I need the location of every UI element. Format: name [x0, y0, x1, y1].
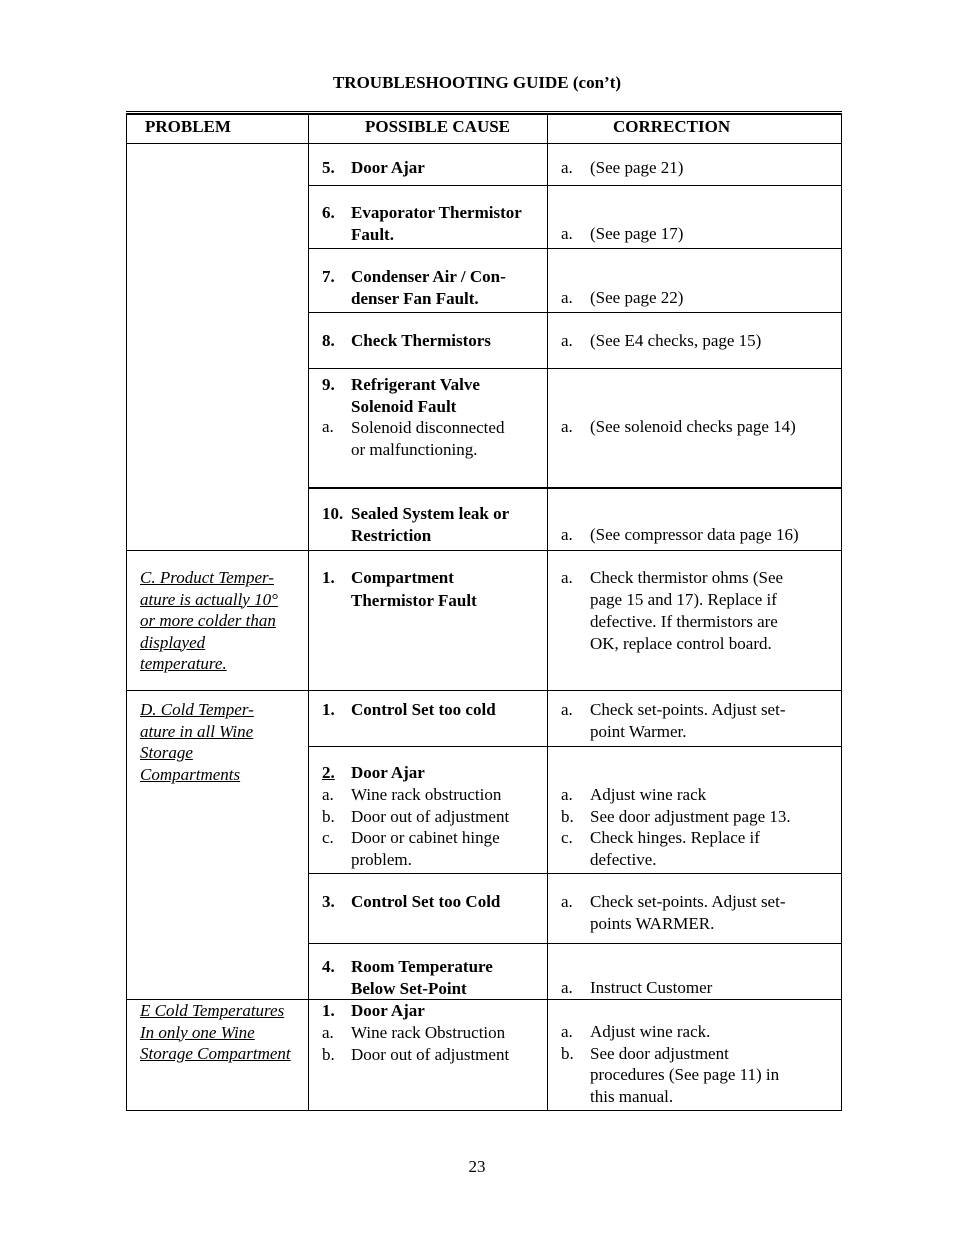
correction-line: point Warmer. — [590, 721, 687, 741]
column-divider — [547, 115, 548, 1110]
problem-line: temperature. — [140, 654, 227, 673]
cause-text: Sealed System leak or — [351, 504, 510, 523]
correction-text: Adjust wine rack. — [590, 1022, 711, 1041]
section-divider — [127, 550, 841, 551]
header-divider — [127, 143, 841, 144]
correction-letter: b. — [561, 1043, 574, 1063]
correction-text: Check hinges. Replace if — [590, 828, 760, 847]
column-divider — [308, 115, 309, 1110]
problem-line: Storage — [140, 743, 193, 762]
row-divider — [308, 312, 841, 313]
cause-text: Solenoid Fault — [351, 396, 457, 416]
problem-line: displayed — [140, 632, 206, 652]
cause-number: 6. — [322, 203, 335, 222]
correction-text: See door adjustment — [590, 1043, 729, 1063]
page-title: TROUBLESHOOTING GUIDE (con’t) — [332, 73, 622, 92]
cause-text: Room Temperature — [351, 957, 493, 976]
sub-cause-letter: a. — [322, 785, 334, 804]
sub-cause-letter: c. — [322, 828, 334, 847]
correction-row-d2 — [561, 784, 791, 870]
row-divider — [308, 185, 841, 186]
correction-text: procedures (See page 11) in — [590, 1065, 780, 1084]
correction-text: defective. — [590, 849, 657, 869]
correction-line: Check set-points. Adjust set- — [590, 892, 786, 911]
problem-line: In only one Wine — [140, 1022, 255, 1042]
cause-number: 5. — [322, 158, 335, 177]
correction-letter: a. — [561, 417, 573, 436]
correction-letter: a. — [561, 525, 573, 544]
sub-cause-letter: a. — [322, 1023, 334, 1042]
cause-text: Restriction — [351, 525, 432, 545]
problem-line: or more colder than — [140, 611, 276, 630]
sub-cause-letter: b. — [322, 806, 335, 826]
correction-text: (See solenoid checks page 14) — [590, 417, 796, 436]
sub-cause-text: Wine rack Obstruction — [351, 1023, 506, 1042]
cause-text: Door Ajar — [351, 1001, 425, 1020]
sub-cause-text: or malfunctioning. — [351, 439, 478, 459]
header-problem: PROBLEM — [145, 117, 231, 136]
problem-line: Storage Compartment — [140, 1044, 291, 1063]
cause-text: Evaporator Thermistor — [351, 203, 522, 222]
correction-letter: a. — [561, 568, 573, 587]
correction-letter: a. — [561, 1022, 573, 1041]
cause-number: 9. — [322, 375, 335, 394]
sub-cause-text: Door out of adjustment — [351, 806, 510, 826]
sub-cause-letter: b. — [322, 1044, 335, 1064]
problem-e — [140, 1000, 291, 1065]
section-divider — [127, 690, 841, 691]
cause-text: Control Set too cold — [351, 700, 496, 719]
correction-text: Instruct Customer — [590, 978, 713, 997]
troubleshooting-table — [126, 114, 842, 1111]
correction-letter: a. — [561, 224, 573, 243]
sub-cause-text: Door or cabinet hinge — [351, 828, 500, 847]
cause-text: Fault. — [351, 224, 394, 244]
page-number: 23 — [468, 1157, 486, 1176]
cause-text: Compartment — [351, 568, 454, 587]
header-correction: CORRECTION — [613, 117, 731, 136]
cause-number: 7. — [322, 267, 335, 286]
correction-letter: c. — [561, 828, 573, 847]
cause-text: Check Thermistors — [351, 331, 491, 350]
correction-line: defective. If thermistors are — [590, 612, 778, 631]
cause-text: denser Fan Fault. — [351, 288, 479, 308]
correction-letter: a. — [561, 978, 573, 997]
correction-text: (See page 21) — [590, 158, 684, 177]
problem-line: Compartments — [140, 764, 241, 784]
cause-number: 1. — [322, 1001, 335, 1020]
correction-letter: a. — [561, 331, 573, 350]
correction-text: (See compressor data page 16) — [590, 525, 799, 544]
correction-text: Adjust wine rack — [590, 785, 707, 804]
correction-line: Check thermistor ohms (See — [590, 568, 784, 587]
correction-letter: b. — [561, 806, 574, 826]
correction-text: See door adjustment page 13. — [590, 806, 791, 826]
correction-line: Check set-points. Adjust set- — [590, 700, 786, 719]
cause-number: 8. — [322, 331, 335, 350]
sub-cause-text: problem. — [351, 849, 412, 869]
sub-cause-text: Solenoid disconnected — [351, 418, 505, 437]
row-divider — [308, 873, 841, 874]
row-divider — [308, 248, 841, 249]
cause-text: Control Set too Cold — [351, 892, 501, 911]
correction-line: OK, replace control board. — [590, 634, 772, 653]
correction-letter: a. — [561, 892, 573, 911]
cause-number: 1. — [322, 700, 335, 719]
problem-line: E Cold Temperatures — [140, 1001, 285, 1020]
cause-number: 10. — [322, 504, 344, 523]
problem-line: D. Cold Temper- — [140, 700, 254, 719]
cause-text: Condenser Air / Con- — [351, 267, 506, 286]
row-divider — [308, 746, 841, 747]
cause-text: Refrigerant Valve — [351, 375, 480, 394]
problem-line: ature in all Wine — [140, 721, 254, 741]
correction-letter: a. — [561, 700, 573, 719]
cause-number: 1. — [322, 568, 335, 587]
sub-cause-text: Door out of adjustment — [351, 1044, 510, 1064]
cause-text: Below Set-Point — [351, 978, 467, 998]
cause-number: 3. — [322, 892, 335, 911]
correction-text: this manual. — [590, 1086, 674, 1106]
correction-letter: a. — [561, 288, 573, 307]
problem-c — [140, 567, 278, 675]
correction-letter: a. — [561, 158, 573, 177]
cause-text: Thermistor Fault — [351, 590, 477, 610]
problem-line: C. Product Temper- — [140, 568, 274, 587]
row-divider — [308, 368, 841, 369]
correction-text: (See page 22) — [590, 288, 684, 307]
correction-letter: a. — [561, 785, 573, 804]
sub-cause-letter: a. — [322, 417, 334, 436]
cause-text: Door Ajar — [351, 158, 425, 177]
problem-d — [140, 699, 254, 785]
problem-line: ature is actually 10° — [140, 589, 278, 609]
correction-text: (See page 17) — [590, 224, 684, 243]
correction-text: (See E4 checks, page 15) — [590, 331, 762, 350]
row-divider — [308, 943, 841, 944]
cause-number: 2. — [322, 763, 335, 782]
sub-cause-text: Wine rack obstruction — [351, 785, 502, 804]
correction-row-e1 — [561, 1021, 779, 1107]
correction-line: page 15 and 17). Replace if — [590, 590, 777, 609]
cause-text: Door Ajar — [351, 763, 425, 782]
correction-line: points WARMER. — [590, 913, 715, 933]
header-cause: POSSIBLE CAUSE — [365, 117, 511, 136]
cause-number: 4. — [322, 957, 335, 976]
row-divider — [308, 487, 841, 489]
